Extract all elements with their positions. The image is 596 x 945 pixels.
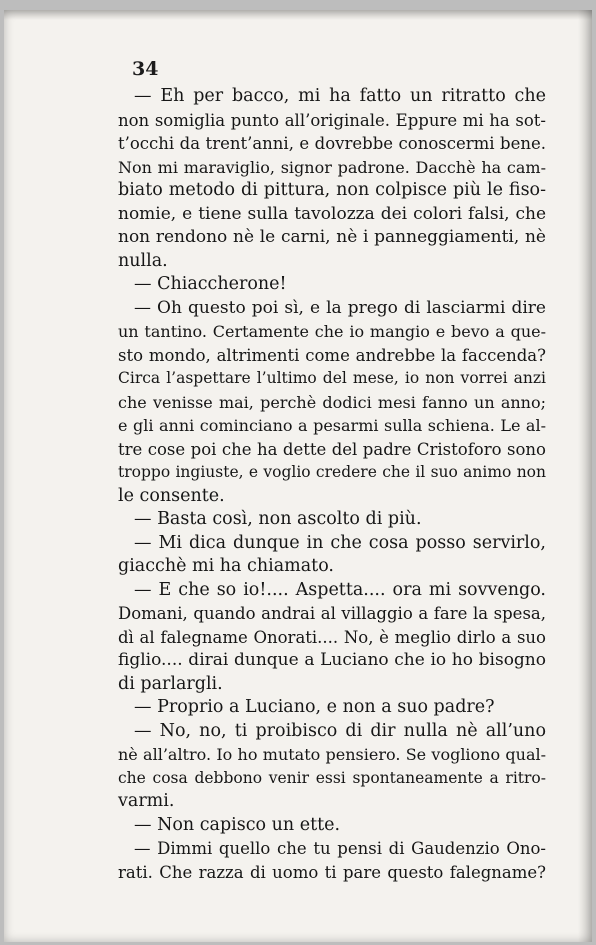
page-top-shadow (4, 10, 592, 20)
page-binding-shadow (578, 10, 592, 942)
text-line: rati. Che razza di uomo ti pare questo falegname? (118, 862, 546, 882)
text-line: nulla. (118, 250, 168, 271)
text-line: tre cose poi che ha dette del padre Cristoforo sono (118, 439, 546, 459)
text-line: troppo ingiuste, e voglio credere che il suo animo non (118, 463, 546, 481)
text-line: non somiglia punto all’originale. Eppure mi ha sot- (118, 110, 546, 130)
text-line: di parlargli. (118, 673, 223, 694)
text-line: che cosa debbono venir essi spontaneamente a ritro- (118, 768, 546, 787)
text-line: Circa l’aspettare l’ultimo del mese, io non vorrei anzi (118, 369, 546, 387)
body-text (118, 85, 546, 884)
text-line: dì al falegname Onorati.... No, è meglio dirlo a suo (118, 627, 546, 647)
text-line: — Mi dica dunque in che cosa posso servirlo, (134, 532, 546, 553)
text-line: nè all’altro. Io ho mutato pensiero. Se vogliono qual- (118, 745, 546, 764)
text-line: non rendono nè le carni, nè i panneggiamenti, nè (118, 227, 546, 247)
text-line: — Eh per bacco, mi ha fatto un ritratto che (134, 86, 546, 106)
text-line: — Proprio a Luciano, e non a suo padre? (134, 697, 495, 717)
page-number: 34 (132, 58, 159, 80)
text-line: Domani, quando andrai al villaggio a fare la spesa, (118, 604, 546, 623)
text-line: e gli anni cominciano a pesarmi sulla schiena. Le al- (118, 416, 546, 435)
text-line: — E che so io!.... Aspetta.... ora mi sovvengo. (134, 579, 546, 600)
text-line: — Chiaccherone! (134, 274, 287, 294)
text-line: figlio.... dirai dunque a Luciano che io ho bisogno (118, 650, 546, 670)
text-line: che venisse mai, perchè dodici mesi fanno un anno; (118, 392, 546, 412)
book-page (4, 10, 592, 942)
text-line: — Basta così, non ascolto di più. (134, 509, 422, 529)
text-line: — No, no, ti proibisco di dir nulla nè all’uno (134, 720, 546, 741)
text-line: Non mi maraviglio, signor padrone. Dacchè ha cam- (118, 157, 546, 177)
text-line: un tantino. Certamente che io mangio e bevo a que- (118, 322, 546, 341)
text-line: biato metodo di pittura, non colpisce più le fiso- (118, 180, 546, 200)
text-line: sto mondo, altrimenti come andrebbe la faccenda? (118, 345, 546, 365)
text-line: varmi. (118, 791, 175, 811)
text-line: le consente. (118, 485, 225, 506)
text-line: — Oh questo poi sì, e la prego di lasciarmi dire (134, 297, 546, 318)
text-line: t’occhi da trent’anni, e dovrebbe conoscermi bene. (118, 134, 546, 153)
text-line: — Dimmi quello che tu pensi di Gaudenzio Ono- (134, 839, 546, 858)
text-line: giacchè mi ha chiamato. (118, 556, 334, 576)
text-line: — Non capisco un ette. (134, 814, 341, 835)
text-line: nomie, e tiene sulla tavolozza dei colori falsi, che (118, 203, 546, 224)
